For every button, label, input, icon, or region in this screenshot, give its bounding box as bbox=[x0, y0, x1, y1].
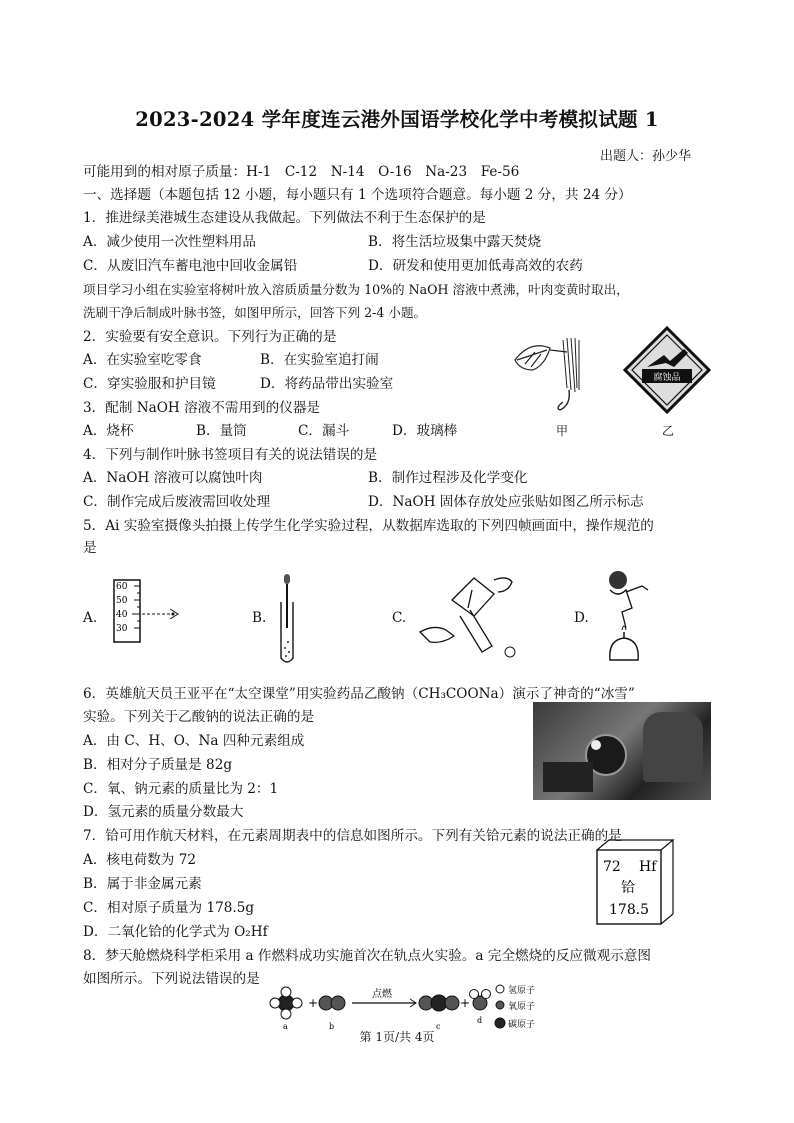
q2-stem: 2．实验要有安全意识。下列行为正确的是 bbox=[83, 329, 337, 345]
element-name: 铪 bbox=[621, 880, 635, 896]
svg-text:+: + bbox=[308, 996, 319, 1010]
molecule-label-b: b bbox=[329, 1022, 335, 1031]
q4-option-d: D．NaOH 固体存放处应张贴如图乙所示标志 bbox=[368, 494, 644, 510]
q3-stem: 3．配制 NaOH 溶液不需用到的仪器是 bbox=[83, 400, 321, 416]
q5-stem-line-2: 是 bbox=[83, 540, 97, 556]
q3-option-b: B．量筒 bbox=[196, 423, 247, 439]
legend-carbon: 碳原子 bbox=[508, 1020, 536, 1030]
section-heading: 一、选择题（本题包括 12 小题，每小题只有 1 个选项符合题意。每小题 2 分，共 24 分） bbox=[83, 187, 632, 203]
q4-stem: 4．下列与制作叶脉书签项目有关的说法错误的是 bbox=[83, 447, 378, 463]
q1-option-d: D．研发和使用更加低毒高效的农药 bbox=[368, 258, 583, 274]
q4-option-c: C．制作完成后废液需回收处理 bbox=[83, 494, 271, 510]
passage-line-2: 洗刷干净后制成叶脉书签，如图甲所示，回答下列 2-4 小题。 bbox=[83, 305, 427, 320]
q3-option-a: A．烧杯 bbox=[83, 423, 134, 439]
q8-stem-line-2: 如图所示。下列说法错误的是 bbox=[83, 971, 260, 987]
molecule-label-d: d bbox=[477, 1016, 483, 1025]
q6-option-c: C．氧、钠元素的质量比为 2：1 bbox=[83, 781, 279, 797]
q7-option-a: A．核电荷数为 72 bbox=[83, 852, 196, 868]
q7-option-b: B．属于非金属元素 bbox=[83, 876, 202, 892]
alcohol-lamp-smell-figure bbox=[596, 568, 656, 666]
q7-option-d: D．二氧化铪的化学式为 O₂Hf bbox=[83, 924, 268, 940]
legend-oxygen: 氧原子 bbox=[508, 1002, 536, 1012]
q5-option-d: D. bbox=[574, 610, 589, 626]
q5-stem-line-1: 5．Ai 实验室摄像头拍摄上传学生化学实验过程，从数据库选取的下列四帧画面中，操作规范的 bbox=[83, 518, 654, 534]
q1-option-c: C．从废旧汽车蓄电池中回收金属铅 bbox=[83, 258, 298, 274]
molecule-label-a: a bbox=[283, 1022, 288, 1031]
element-mass: 178.5 bbox=[609, 902, 650, 918]
q2-option-d: D．将药品带出实验室 bbox=[260, 376, 394, 392]
svg-text:+: + bbox=[460, 996, 471, 1010]
atomic-mass-line: 可能用到的相对原子质量：H-1 C-12 N-14 O-16 Na-23 Fe-56 bbox=[83, 164, 520, 180]
passage-line-1: 项目学习小组在实验室将树叶放入溶质质量分数为 10%的 NaOH 溶液中煮沸，叶肉变黄时取出， bbox=[83, 282, 629, 297]
scale-30: 30 bbox=[116, 624, 128, 634]
figure-jia-caption: 甲 bbox=[556, 424, 569, 438]
scale-50: 50 bbox=[116, 596, 128, 606]
q2-option-b: B．在实验室追打闹 bbox=[260, 352, 379, 368]
q1-option-a: A．减少使用一次性塑料用品 bbox=[83, 234, 256, 250]
q1-option-b: B．将生活垃圾集中露天焚烧 bbox=[368, 234, 542, 250]
graduated-cylinder-reading-figure bbox=[108, 578, 188, 646]
leaf-vein-bookmark-figure bbox=[505, 330, 615, 415]
q3-option-c: C．漏斗 bbox=[298, 423, 350, 439]
q6-option-d: D．氢元素的质量分数最大 bbox=[83, 804, 244, 820]
author-line: 出题人：孙少华 bbox=[600, 149, 692, 164]
dropper-test-tube-figure bbox=[272, 568, 302, 666]
q4-option-b: B．制作过程涉及化学变化 bbox=[368, 470, 528, 486]
q5-option-a: A. bbox=[83, 610, 98, 626]
q6-stem-line-1: 6．英雄航天员王亚平在“太空课堂”用实验药品乙酸钠（CH₃COONa）演示了神奇的“冰雪” bbox=[83, 686, 635, 702]
q7-stem: 7．铪可用作航天材料，在元素周期表中的信息如图所示。下列有关铪元素的说法正确的是 bbox=[83, 828, 622, 844]
scale-60: 60 bbox=[116, 582, 128, 592]
q2-option-c: C．穿实验服和护目镜 bbox=[83, 376, 216, 392]
legend-hydrogen: 氢原子 bbox=[508, 986, 536, 996]
space-classroom-photo bbox=[533, 702, 711, 800]
q3-option-d: D．玻璃棒 bbox=[392, 423, 458, 439]
scale-40: 40 bbox=[116, 610, 128, 620]
reaction-micro-diagram bbox=[266, 985, 556, 1031]
q6-stem-line-2: 实验。下列关于乙酸钠的说法正确的是 bbox=[83, 709, 315, 725]
q4-option-a: A．NaOH 溶液可以腐蚀叶肉 bbox=[83, 470, 263, 486]
q8-stem-line-1: 8．梦天舱燃烧科学柜采用 a 作燃料成功实施首次在轨点火实验。a 完全燃烧的反应微观示意图 bbox=[83, 948, 651, 964]
hazard-sign-label: 腐蚀品 bbox=[653, 373, 681, 383]
q2-option-a: A．在实验室吃零食 bbox=[83, 352, 202, 368]
q6-option-b: B．相对分子质量是 82g bbox=[83, 757, 233, 773]
q5-option-c: C. bbox=[392, 610, 407, 626]
q6-option-a: A．由 C、H、O、Na 四种元素组成 bbox=[83, 733, 305, 749]
q7-option-c: C．相对原子质量为 178.5g bbox=[83, 900, 255, 916]
q1-stem: 1．推进绿美港城生态建设从我做起。下列做法不利于生态保护的是 bbox=[83, 210, 486, 226]
periodic-table-cell-hf bbox=[595, 838, 675, 928]
element-atomic-number: 72 bbox=[603, 859, 621, 875]
element-symbol: Hf bbox=[639, 859, 657, 875]
reaction-arrow-label: 点燃 bbox=[372, 989, 392, 1000]
corrosive-hazard-sign bbox=[622, 325, 712, 415]
pouring-liquid-figure bbox=[412, 570, 522, 665]
page-footer: 第 1页/共 4页 bbox=[359, 1030, 435, 1044]
q5-option-b: B. bbox=[252, 610, 267, 626]
exam-title: 2023-2024 学年度连云港外国语学校化学中考模拟试题 1 bbox=[135, 108, 659, 131]
molecule-label-c: c bbox=[436, 1022, 441, 1031]
figure-yi-caption: 乙 bbox=[662, 424, 675, 438]
